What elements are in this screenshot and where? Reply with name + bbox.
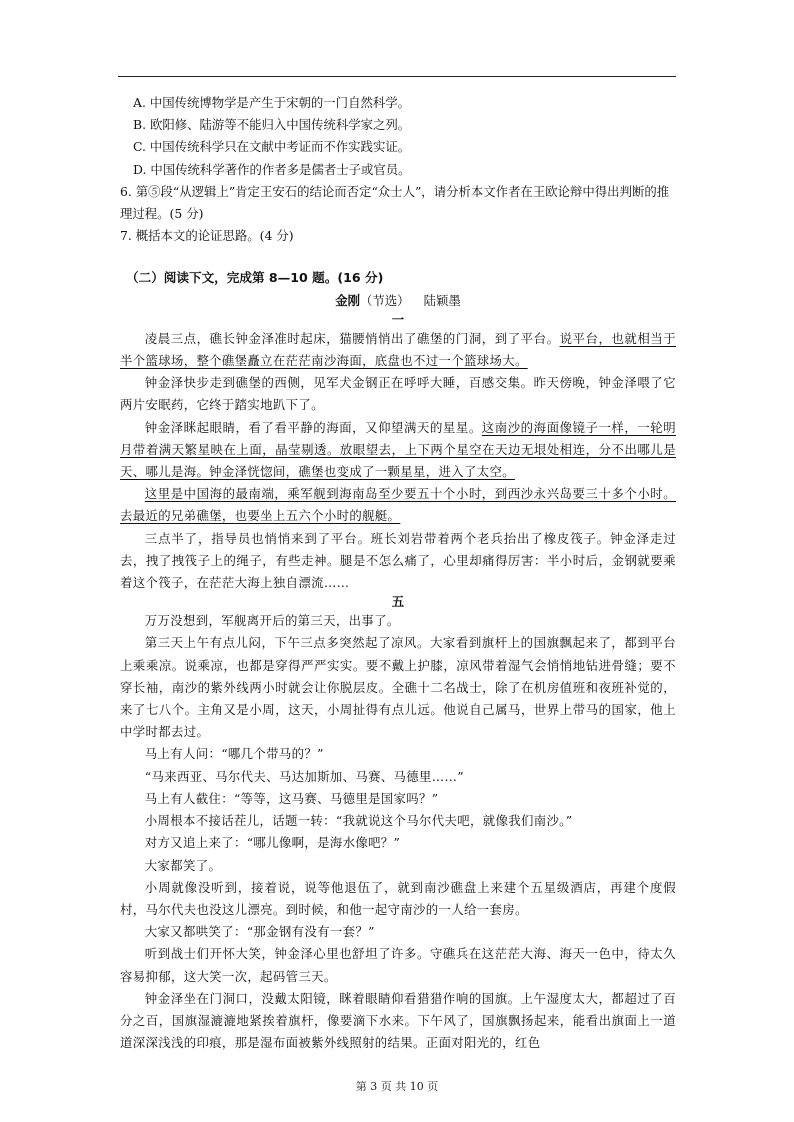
- section-heading: （二）阅读下文，完成第 8—10 题。(16 分): [126, 270, 384, 286]
- paragraph-1-text: 凌晨三点，礁长钟金泽准时起床，猫腰悄悄出了礁堡的门洞，到了平台。: [144, 330, 560, 346]
- paragraph-6: 万万没想到，军舰离开后的第三天，出事了。: [144, 613, 400, 629]
- page-footer: 第 3 页 共 10 页: [355, 1080, 439, 1093]
- paragraph-1-underlined: 说平台，也就相当于半个篮球场，整个礁堡矗立在茫茫南沙海面，底盘也不过一个篮球场大。: [120, 330, 676, 369]
- paragraph-5: 三点半了，指导员也悄悄来到了平台。班长刘岩带着两个老兵抬出了橡皮筏子。钟金泽走过去，拽了拽筏子上的绳子，有些走神。腿是不怎么痛了，心里却痛得厉害：半小时后，金钢就要乘着这个筏子，在茫茫大海上独自漂流……: [120, 530, 676, 591]
- option-c: C. 中国传统科学只在文献中考证而不作实践实证。: [133, 139, 411, 155]
- title-author: 陆颖墨: [423, 292, 461, 308]
- paragraph-17: 钟金泽坐在门洞口，没戴太阳镜，眯着眼睛仰看猎猎作响的国旗。上午湿度太大，都超过了百分之百，国旗湿漉漉地紧挨着旗杆，像要滴下水来。下午风了，国旗飘扬起来，能看出旗面上一道道深深浅浅的印痕，那是湿布面被紫外线照射的结果。正面对阳光的，红色: [120, 990, 676, 1051]
- paragraph-11: 小周根本不接话茬儿，话题一转：“我就说这个马尔代夫吧，就像我们南沙。”: [144, 813, 573, 829]
- passage-title: [120, 290, 676, 312]
- title-note: （节选）: [360, 292, 410, 308]
- paragraph-16: 听到战士们开怀大笑，钟金泽心里也舒坦了许多。守礁兵在这茫茫大海、海天一色中，待太久容易抑郁，这大笑一次，起码管三天。: [120, 946, 676, 984]
- paragraph-3-text: 钟金泽眯起眼睛，看了看平静的海面，又仰望满天的星星。: [144, 419, 482, 435]
- option-b: B. 欧阳修、陆游等不能归入中国传统科学家之列。: [133, 117, 411, 133]
- question-7: 7. 概括本文的论证思路。(4 分): [120, 228, 294, 244]
- paragraph-9: “马来西亚、马尔代夫、马达加斯加、马赛、马德里……”: [144, 768, 464, 784]
- page-body: [120, 92, 676, 1054]
- title-main: 金刚: [335, 292, 361, 308]
- paragraph-10: 马上有人截住：“等等，这马赛、马德里是国家吗？”: [144, 790, 439, 806]
- option-d: D. 中国传统科学著作的作者多是儒者士子或官员。: [133, 161, 411, 177]
- paragraph-1: [120, 328, 676, 372]
- paragraph-3-underlined: 这南沙的海面像镜子一样，一轮明月带着满天繁星映在上面，晶莹剔透。放眼望去，上下两个星空在天边无垠处相连，分不出哪儿是天、哪儿是海。钟金泽恍惚间，礁堡也变成了一颗星星，进入了太空。: [120, 419, 676, 480]
- paragraph-12: 对方又追上来了：“哪儿像啊，是海水像吧？”: [144, 835, 401, 851]
- paragraph-7: 第三天上午有点儿闷，下午三点多突然起了凉风。大家看到旗杆上的国旗飘起来了，都到平台上乘乘凉。说乘凉，也都是穿得严严实实。要不戴上护膝，凉风带着湿气会悄悄地钻进骨缝；要不穿长袖，南沙的紫外线两小时就会让你脱层皮。全礁十二名战士，除了在机房值班和夜班补觉的，来了七八个。主角又是小周，这天，小周扯得有点儿远。他说自己属马，世界上带马的国家，他上中学时都去过。: [120, 635, 676, 740]
- header-rule: [118, 76, 676, 77]
- paragraph-4-underlined: 这里是中国海的最南端，乘军舰到海南岛至少要五十个小时，到西沙永兴岛要三十多个小时。去最近的兄弟礁堡，也要坐上五六个小时的舰艇。: [120, 486, 676, 524]
- part-number-five: 五: [391, 594, 405, 610]
- paragraph-4: [120, 483, 676, 527]
- paragraph-13: 大家都笑了。: [144, 857, 222, 873]
- paragraph-3: [120, 417, 676, 484]
- paragraph-2: 钟金泽快步走到礁堡的西侧，见军犬金钢正在呼呼大睡，百感交集。昨天傍晚，钟金泽喂了它两片安眠药，它终于踏实地趴下了。: [120, 375, 676, 413]
- paragraph-14: 小周就像没听到，接着说，说等他退伍了，就到南沙礁盘上来建个五星级酒店，再建个度假村，马尔代夫也没这儿漂亮。到时候，和他一起守南沙的一人给一套房。: [120, 879, 676, 917]
- paragraph-15: 大家又都哄笑了：“那金钢有没有一套？”: [144, 924, 375, 940]
- part-number-one: 一: [391, 311, 405, 327]
- question-6: 6. 第⑤段“从逻辑上”肯定王安石的结论而否定“众士人”，请分析本文作者在王欧论辩中得出判断的推理过程。(5 分): [120, 183, 670, 222]
- option-a: A. 中国传统博物学是产生于宋朝的一门自然科学。: [133, 95, 411, 110]
- paragraph-8: 马上有人问：“哪几个带马的？”: [144, 746, 324, 762]
